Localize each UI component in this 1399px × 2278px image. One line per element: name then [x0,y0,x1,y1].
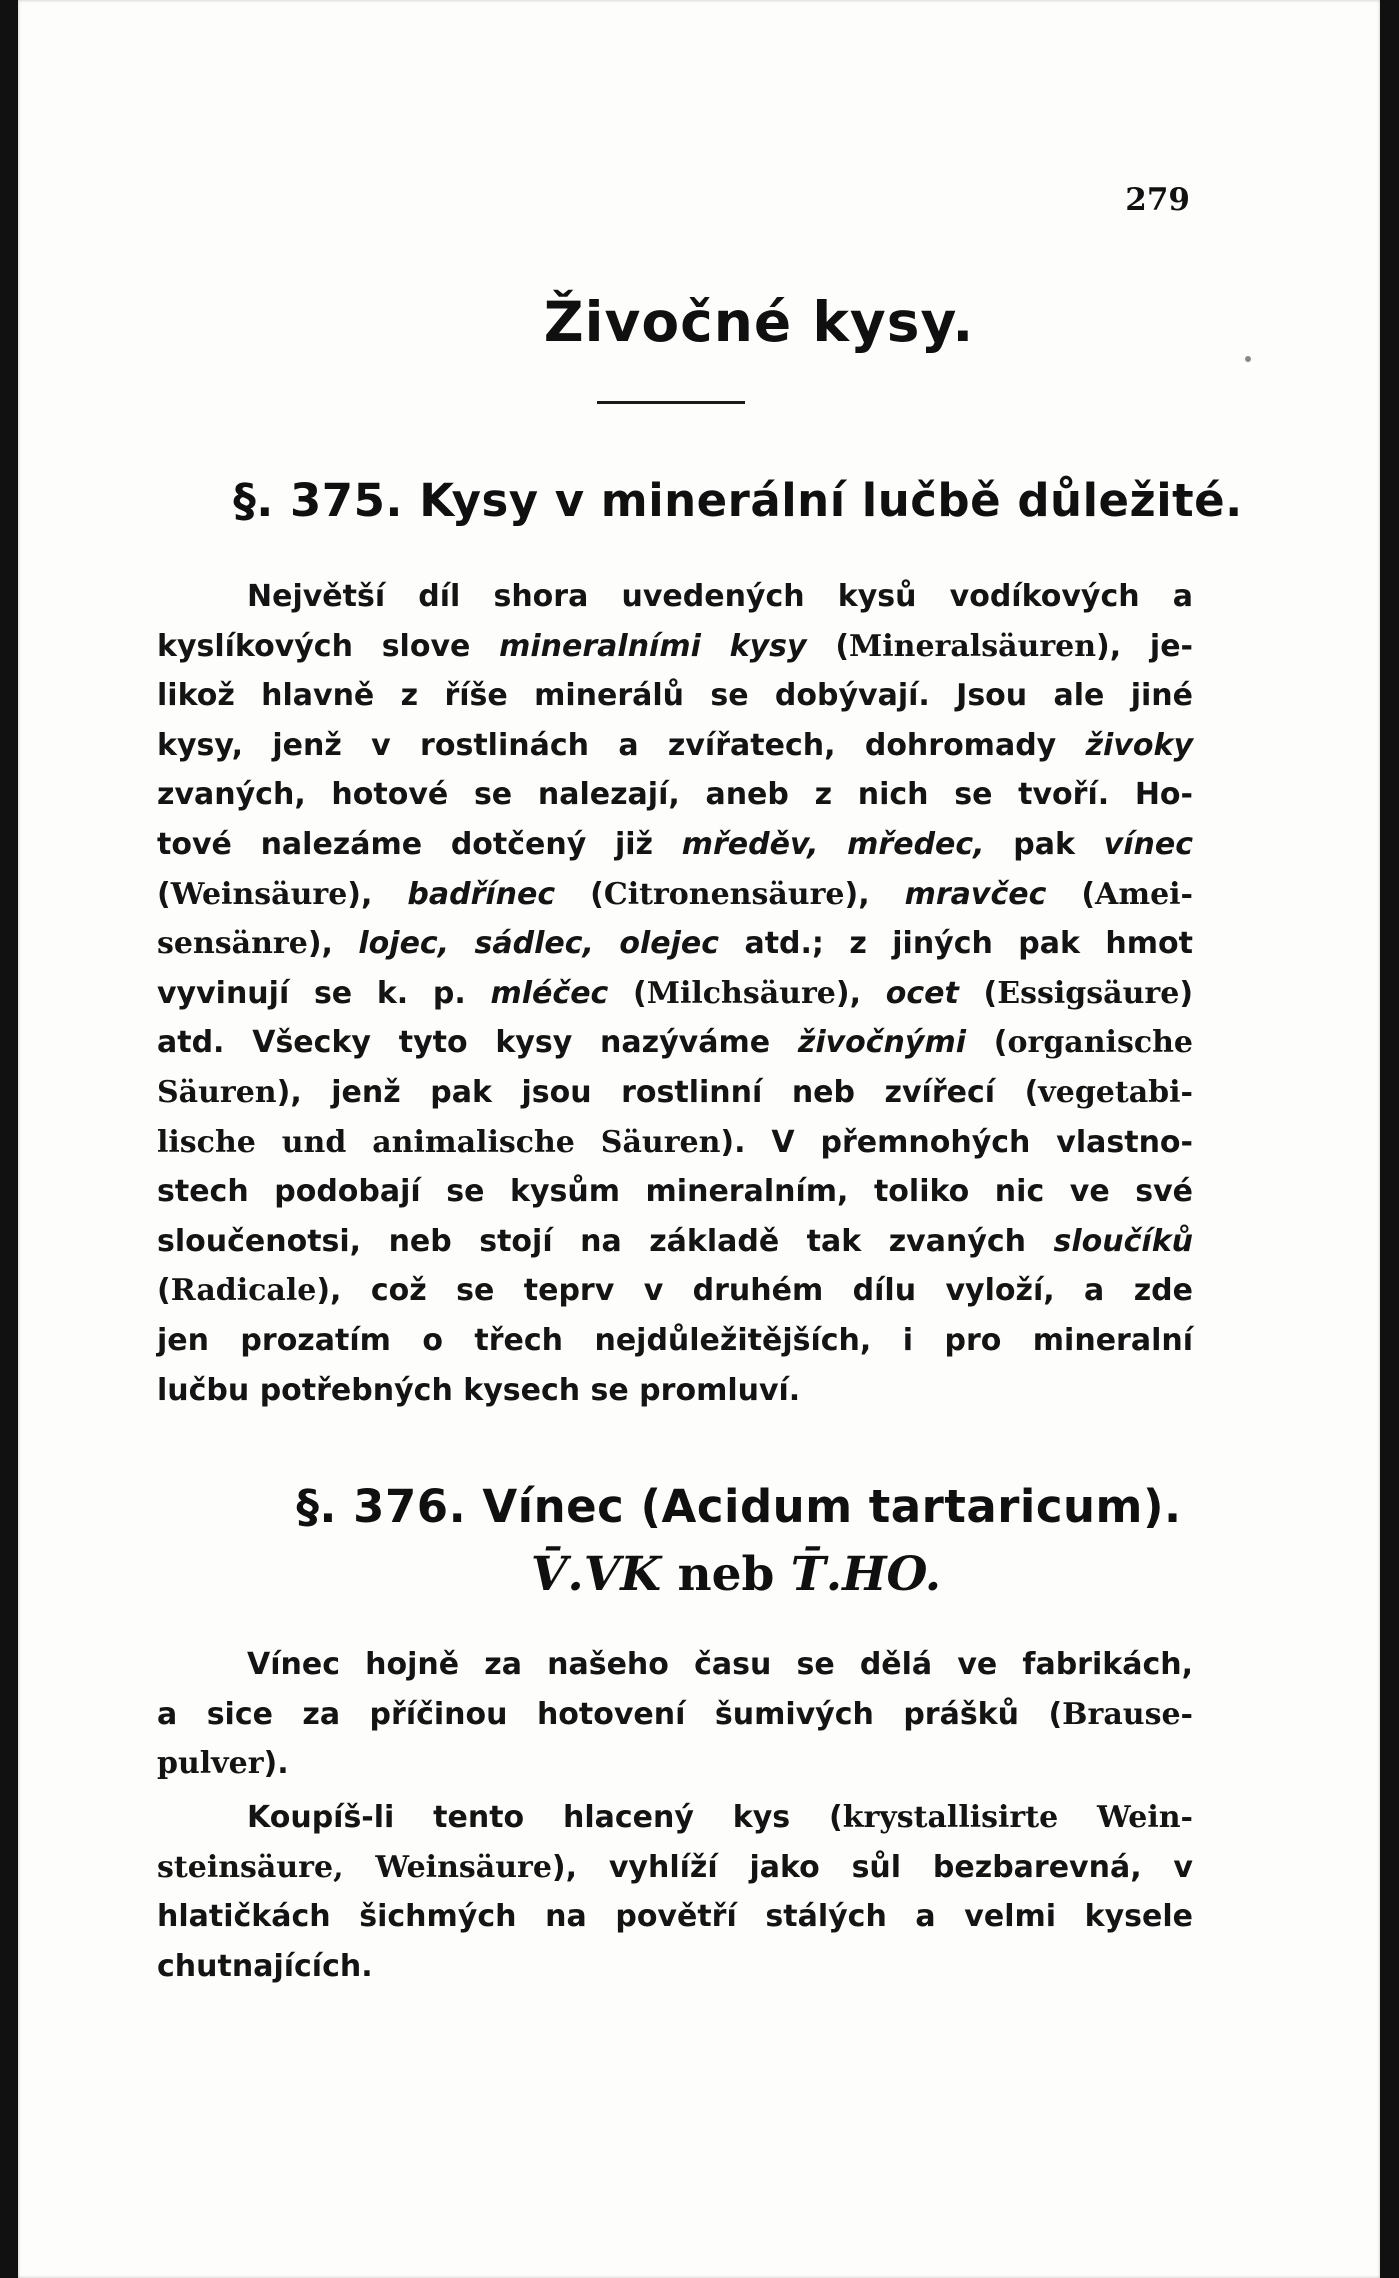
text-line [157,721,1193,771]
german-term: organische [1007,1025,1194,1061]
text-line [157,1018,1193,1068]
text-run: vyvinují se k. p. [157,975,491,1011]
text-run: Koupíš-li tento hlacený kys ( [247,1800,843,1835]
text-run: ), [347,876,408,912]
section-376-paragraph-2 [157,1793,1193,1991]
text-run: hlatičkách šichmých na povětří stálých a velmi kysele [157,1899,1193,1935]
german-term: Säuren [157,1074,277,1110]
title-divider [597,401,745,404]
text-run: ( [157,1273,171,1309]
text-run: kyslíkových slove [157,628,500,664]
text-run: ( [958,975,998,1011]
section-375-heading: §. 375. Kysy v minerální lučbě důležité. [233,474,1243,527]
german-term: Milchsäure [646,975,836,1011]
text-run: chutnajících. [157,1948,373,1984]
text-line [157,1739,1193,1789]
italic-term: mravčec [904,876,1047,912]
text-run: ), [307,926,359,962]
german-term: krystallisirte Wein- [842,1800,1193,1835]
text-line [157,1942,1193,1992]
text-run: ), [835,975,886,1011]
german-term: lische und animalische Säuren [157,1124,721,1160]
text-line [157,1217,1193,1267]
text-line [157,1167,1193,1217]
german-term: Weinsäure [170,876,348,912]
german-term: sensänre [157,926,308,962]
chapter-title: Živočné kysy. [543,290,975,354]
chemical-formula [18,1547,1380,1602]
text-line [157,820,1193,870]
text-run: ). V přemnohých vlastno- [720,1124,1193,1160]
text-run: Největší díl shora uvedených kysů vodíkových a [247,579,1193,614]
text-line [157,622,1193,672]
text-run: likož hlavně z říše minerálů se dobývají. Jsou ale jiné [157,678,1193,714]
text-run: jen prozatím o třech nejdůležitějších, i pro mineralní [157,1322,1193,1358]
text-line [157,1793,1193,1843]
text-line [157,572,1193,622]
text-run: ). [263,1746,289,1782]
section-375-paragraph [157,572,1193,1415]
text-run: lučbu potřebných kysech se promluví. [157,1372,801,1408]
text-line [157,671,1193,721]
italic-term: živoky [1085,727,1193,763]
book-page [18,0,1380,2278]
italic-term: lojec, sádlec, olejec [358,926,720,962]
formula-left: V̄.VK [530,1547,662,1602]
text-run: ), [844,876,905,912]
italic-term: vínec [1103,826,1193,862]
text-run: sloučenotsi, neb stojí na základě tak zvaných [157,1223,1054,1259]
text-line [157,1266,1193,1316]
italic-term: badřínec [407,876,556,912]
german-term: pulver [157,1746,264,1782]
text-run: ) [1179,975,1194,1011]
german-term: vegetabi- [1038,1074,1193,1110]
text-run: kysy, jenž v rostlinách a zvířatech, dohromady [157,727,1086,763]
text-run: ( [966,1025,1008,1061]
text-run: ), je- [1096,628,1193,664]
text-line [157,969,1193,1019]
german-term: Essigsäure [997,975,1180,1011]
section-376-heading: §. 376. Vínec (Acidum tartaricum). [296,1480,1182,1533]
german-term: Mineralsäuren [849,628,1097,664]
text-run: atd.; z jiných pak hmot [719,926,1193,962]
text-run: ( [1046,876,1096,912]
text-line [157,870,1193,920]
text-line [157,1366,1193,1416]
text-run: stech podobají se kysům mineralním, toliko nic ve své [157,1174,1193,1210]
text-run: tové nalezáme dotčený již [157,826,682,862]
italic-term: mředěv, mředec, [681,826,985,862]
text-run: ( [608,975,647,1011]
text-line [157,919,1193,969]
paper-speck [1245,356,1251,362]
formula-neb: neb [677,1547,775,1602]
page-number: 279 [1125,182,1190,218]
formula-right: T̄.HO. [790,1547,942,1602]
text-line [157,1068,1193,1118]
text-run: ( [555,876,604,912]
italic-term: ocet [885,975,959,1011]
text-run: pak [984,826,1104,862]
text-line [157,1690,1193,1740]
italic-term: mineralními kysy [499,628,807,664]
section-376-paragraph-1 [157,1640,1193,1789]
text-run: a sice za příčinou hotovení šumivých prášků ( [157,1696,1063,1732]
text-line [157,1843,1193,1893]
text-line [157,1316,1193,1366]
german-term: Radicale [170,1273,317,1309]
text-run: ), jenž pak jsou rostlinní neb zvířecí ( [276,1074,1039,1110]
german-term: Amei- [1095,876,1194,912]
text-run: ), což se teprv v druhém dílu vyloží, a zde [316,1273,1193,1309]
text-run: Vínec hojně za našeho času se dělá ve fabrikách, [247,1647,1193,1682]
italic-term: mléčec [490,975,609,1011]
german-term: Citronensäure [603,876,845,912]
text-run: ( [806,628,850,664]
text-line [157,1118,1193,1168]
text-run: zvaných, hotové se nalezají, aneb z nich se tvoří. Ho- [157,777,1193,813]
text-run: ( [157,876,171,912]
text-line [157,1640,1193,1690]
text-line [157,770,1193,820]
italic-term: živočnými [797,1025,967,1061]
text-line [157,1892,1193,1942]
text-run: atd. Všecky tyto kysy nazýváme [157,1025,798,1061]
text-run: ), vyhlíží jako sůl bezbarevná, v [551,1849,1193,1885]
german-term: steinsäure, Weinsäure [157,1849,552,1885]
german-term: Brause- [1062,1696,1193,1732]
italic-term: sloučíků [1053,1223,1193,1259]
